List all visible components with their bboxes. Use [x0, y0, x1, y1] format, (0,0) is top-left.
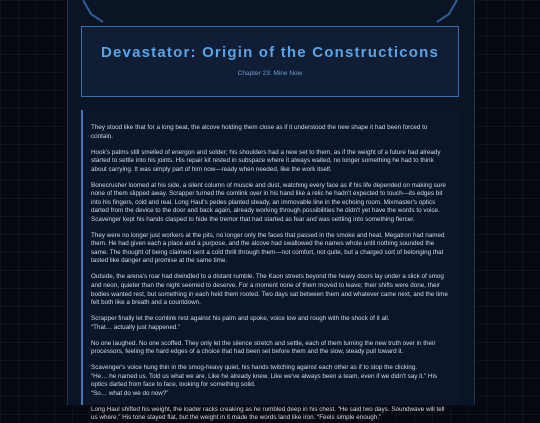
story-paragraph: They were no longer just workers at the pits, no longer only the faces that passed in the smoke and heat. Megatron had named them. He had given each a place and a purpose, and the alcove had swallowed the names whole until nothing sounded the same. The thought of being claimed sent a cold thrill through them—not comfort, not quite, but a charged sort of belonging that tasted like danger and promise at the same time.	[91, 231, 445, 265]
chapter-subtitle: Chapter 23: Mine Now	[237, 70, 303, 77]
story-paragraph: Scavenger's voice hung thin in the smog-heavy quiet, his hands twitching against each other as if to stop the clicking. “He… he named us. Told us what we are. Like he already knew. Like we've always been a team, even if we didn't say it.” His optics darted from face to face, looking for something solid. “So… what do we do now?”	[91, 364, 437, 397]
story-paragraph: Scrapper finally let the comlink rest against his palm and spoke, voice low and rough with the shock of it all. “That… actually just happened.”	[91, 315, 390, 331]
story-paragraph: Bonecrusher loomed at his side, a silent column of muscle and dust, watching every face as if his life depended on making sure none of them slipped away. Scrapper turned the comlink over in his hand like a relic he hadn't expected to touch—its edges bit into his fingers, cold and real. Long Haul's pedes planted steady, an immovable line in the echoing room. Mixmaster's optics darted from the device to the door and back again, already working through possibilities he didn't yet have the words to voice. Scavenger kept his hands clasped to hide the tremor that had started as fear and was settling into something fiercer.	[91, 181, 446, 223]
story-header	[81, 26, 459, 97]
corner-spike-left-icon	[82, 0, 104, 22]
corner-spike-right-icon	[436, 0, 458, 22]
story-paragraph: No one laughed. No one scoffed. They only let the silence stretch and settle, each of them turning the new truth over in their processors, feeling the hard edges of a choice that had been set before them and the slow, steady pull toward it.	[91, 339, 436, 356]
story-paragraph: Hook's palms still smelled of energon and solder; his shoulders had a new set to them, as if the weight of a future had already started to settle into his joints. His repair kit rested in subspace where it always waited, no longer something he had to think about carrying. It was simply part of him now—ready when needed, like the work itself.	[91, 148, 441, 173]
story-paragraph: Outside, the arena's roar had dwindled to a distant rumble. The Kaon streets beyond the heavy doors lay under a slick of smog and neon, quieter than the night seemed to deserve. For a moment none of them moved to leave; their shifts were done, their bodies wanted rest, but something in each held them rooted. Two days sat between them and whatever came next, and the time felt both like a breath and a countdown.	[91, 273, 448, 307]
chapter-content	[81, 110, 459, 422]
story-paragraph: They stood like that for a long beat, the alcove holding them close as if it understood the new shape it had been forced to contain.	[91, 124, 428, 140]
story-title: Devastator: Origin of the Constructicons	[100, 44, 440, 61]
story-paragraph: Long Haul shifted his weight, the loader racks creaking as he rumbled deep in his chest. “He said two days. Soundwave will tell us where.” His tone stayed flat, but the weight in it made the words land like iron. “Feels simple enough.”	[91, 405, 445, 422]
